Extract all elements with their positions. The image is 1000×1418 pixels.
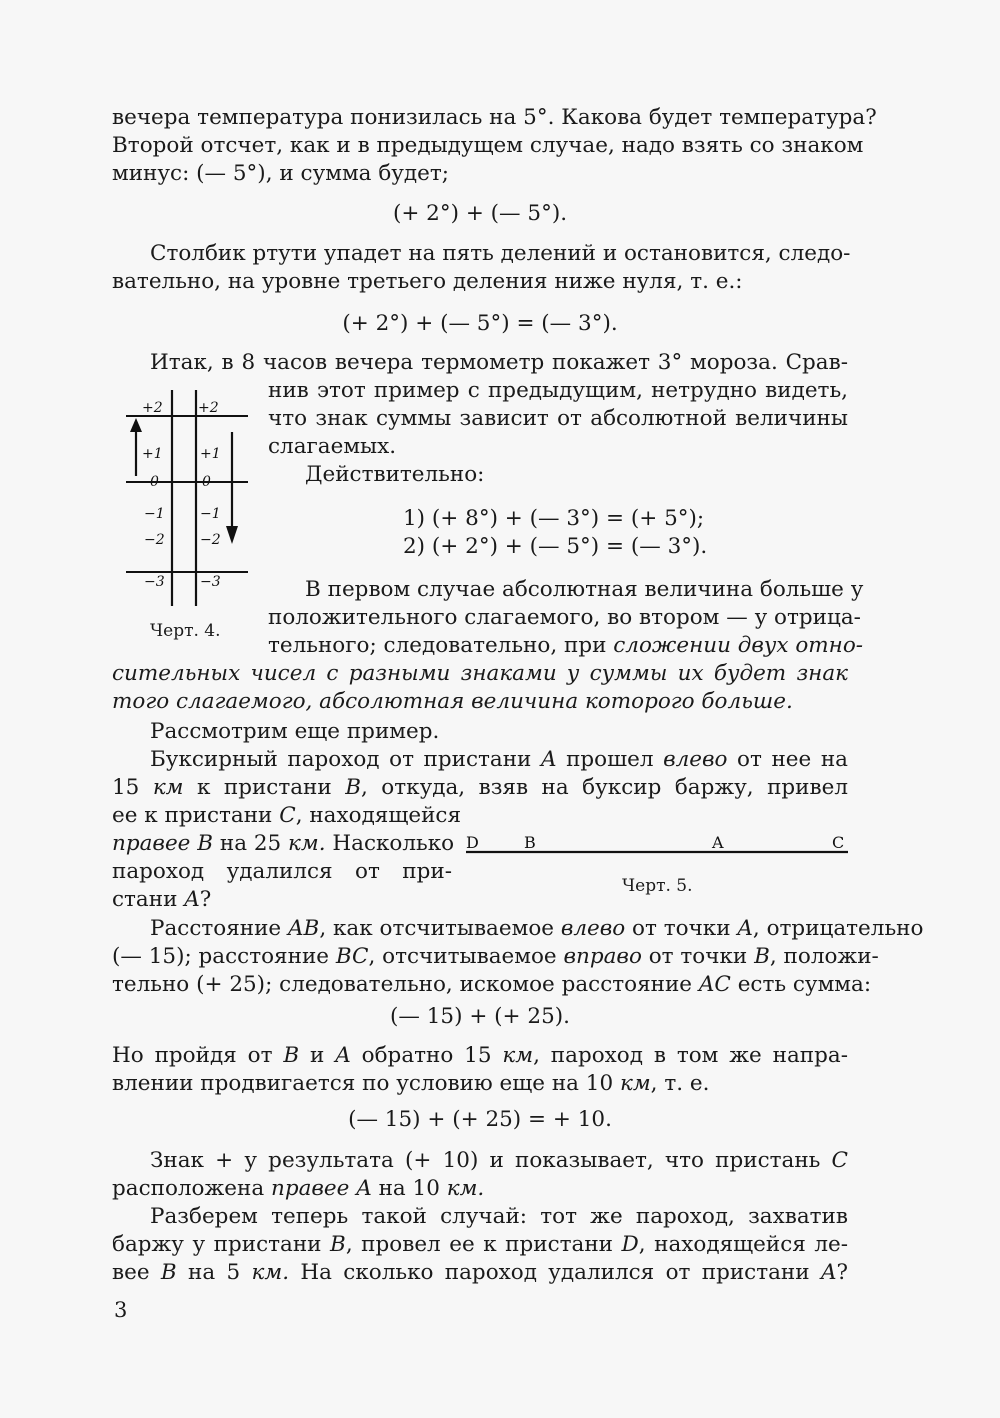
text-line [112,774,848,802]
text-line: что знак суммы зависит от абсолютной величины [268,406,848,431]
italic-span: правее A [270,1176,372,1201]
italic-span: влево [663,747,728,772]
right-label: −3 [200,574,221,590]
text-span: , отсчитываемое [368,944,564,969]
italic-span: A [184,887,200,912]
text-line: Действительно: [305,462,485,487]
text-line [268,632,864,660]
italic-span: D [621,1232,639,1257]
text-line [112,971,872,999]
text-span: обратно 15 [350,1043,503,1068]
left-label: −3 [144,574,165,590]
text-line [150,746,848,774]
page-number: 3 [114,1298,128,1322]
text-span: ее к пристани [112,803,280,828]
equation: (— 15) + (+ 25). [390,1004,570,1029]
italic-span: B [345,775,361,800]
italic-span: влево [560,916,626,941]
text-line: вечера температура понизилась на 5°. Какова будет температура? [112,105,877,130]
piers-figure [462,826,852,860]
text-line [150,915,924,943]
down-arrow-icon [226,526,238,544]
right-label: 0 [202,474,211,490]
text-span: , провел ее к пристани [345,1232,622,1257]
point-label: A [712,833,724,852]
text-line [150,1147,848,1175]
figure4-caption: Черт. 4. [150,621,221,641]
text-span: (— 15); расстояние [112,944,336,969]
italic-span: AC [698,972,731,997]
italic-span: км. [288,831,326,856]
italic-span: A [540,747,557,772]
text-span: На сколько пароход удалился от пристани [289,1260,821,1285]
text-line: Рассмотрим еще пример. [150,719,440,744]
text-line: слагаемых. [268,434,397,459]
text-line [112,1259,848,1287]
text-span: тельного; следовательно, при [268,633,614,658]
italic-span: A [737,916,753,941]
text-span: на 10 [371,1176,447,1201]
text-span: на 25 [213,831,289,856]
text-line [112,830,455,858]
italic-span: A [335,1043,351,1068]
text-span: Расстояние [150,916,288,941]
text-span: Насколько [325,831,455,856]
text-span: стани [112,887,185,912]
italic-span: км [152,775,184,800]
italic-span: правее B [112,831,214,856]
italic-span: B [283,1043,300,1068]
text-span: баржу у пристани [112,1232,331,1257]
text-span: Но пройдя от [112,1043,284,1068]
equation: 2) (+ 2°) + (— 5°) = (— 3°). [403,534,708,559]
text-line [112,1175,848,1203]
italic-span: C [279,803,296,828]
italic-span: A [820,1260,837,1285]
left-label: −1 [144,506,165,522]
text-line: В первом случае абсолютная величина больше у [305,577,864,602]
text-line: нив этот пример с предыдущим, нетрудно видеть, [268,378,848,403]
equation: (+ 2°) + (— 5°). [392,201,568,226]
text-span: прошел [556,747,664,772]
right-label: −1 [200,506,221,522]
text-line [112,1070,848,1098]
text-line: минус: (— 5°), и сумма будет; [112,161,450,186]
italic-span: B [754,944,770,969]
text-span: 15 [112,775,153,800]
up-arrow-icon [130,418,142,432]
italic-span: км. [446,1176,485,1201]
text-span: , т. е. [650,1071,710,1096]
italic-span: B [160,1260,177,1285]
text-line-italic: сительных чисел с разными знаками у суммы их будет знак [112,661,848,686]
text-span: , как отсчитываемое [319,916,561,941]
right-label: +1 [200,446,221,462]
italic-span: сложении двух отно- [613,633,864,658]
text-span: и [299,1043,336,1068]
text-span: от точки [641,944,755,969]
text-line [112,886,452,914]
text-span: от точки [625,916,738,941]
equation: 1) (+ 8°) + (— 3°) = (+ 5°); [403,506,705,531]
text-span: есть сумма: [730,972,872,997]
text-span: , положи- [769,944,879,969]
text-span: , пароход в том же напра- [533,1043,848,1068]
text-line [112,1231,848,1259]
text-span: расположена [112,1176,271,1201]
left-label: −2 [144,532,165,548]
right-label: +2 [198,400,219,416]
left-label: +2 [142,400,163,416]
text-line: положительного слагаемого, во втором — у отрица- [268,605,861,630]
text-line: Итак, в 8 часов вечера термометр покажет 3° мороза. Срав- [150,350,848,375]
text-span: тельно (+ 25); следовательно, искомое расстояние [112,972,699,997]
text-span: , находящейся [295,803,462,828]
text-line: пароход удалился от при- [112,859,452,884]
italic-span: BC [335,944,369,969]
italic-span: C [831,1148,848,1173]
right-label: −2 [200,532,221,548]
text-line [112,1042,848,1070]
text-span: на 5 [176,1260,252,1285]
text-span: , находящейся ле- [638,1232,848,1257]
text-span: от нее на [727,747,848,772]
italic-span: B [330,1232,346,1257]
text-span: ? [199,887,212,912]
left-label: +1 [142,446,163,462]
text-line [112,943,879,971]
italic-span: км [502,1043,534,1068]
text-span: , откуда, взяв на буксир баржу, привел [361,775,848,800]
text-line: Второй отсчет, как и в предыдущем случае, надо взять со знаком [112,133,864,158]
text-span: Буксирный пароход от пристани [150,747,541,772]
text-line: Разберем теперь такой случай: тот же пароход, захватив [150,1204,848,1229]
text-span: , отрицательно [752,916,924,941]
italic-span: км. [251,1260,290,1285]
text-line [112,802,462,830]
text-span: к пристани [183,775,346,800]
text-line: вательно, на уровне третьего деления ниже нуля, т. е.: [112,269,743,294]
text-span: влении продвигается по условию еще на 10 [112,1071,620,1096]
italic-span: вправо [563,944,642,969]
text-span: Знак + у результата (+ 10) и показывает, что пристань [150,1148,832,1173]
text-line-italic: того слагаемого, абсолютная величина которого больше. [112,689,793,714]
figure5-caption: Черт. 5. [622,876,693,896]
left-label: 0 [150,474,159,490]
italic-span: AB [288,916,320,941]
text-span: вее [112,1260,161,1285]
thermometer-figure [122,388,252,608]
equation: (+ 2°) + (— 5°) = (— 3°). [342,311,618,336]
italic-span: км [620,1071,651,1096]
text-line: Столбик ртути упадет на пять делений и остановится, следо- [150,241,851,266]
point-label: C [832,833,845,852]
text-span: ? [836,1260,848,1285]
equation: (— 15) + (+ 25) = + 10. [348,1107,612,1132]
point-label: B [524,833,536,852]
point-label: D [466,833,479,852]
